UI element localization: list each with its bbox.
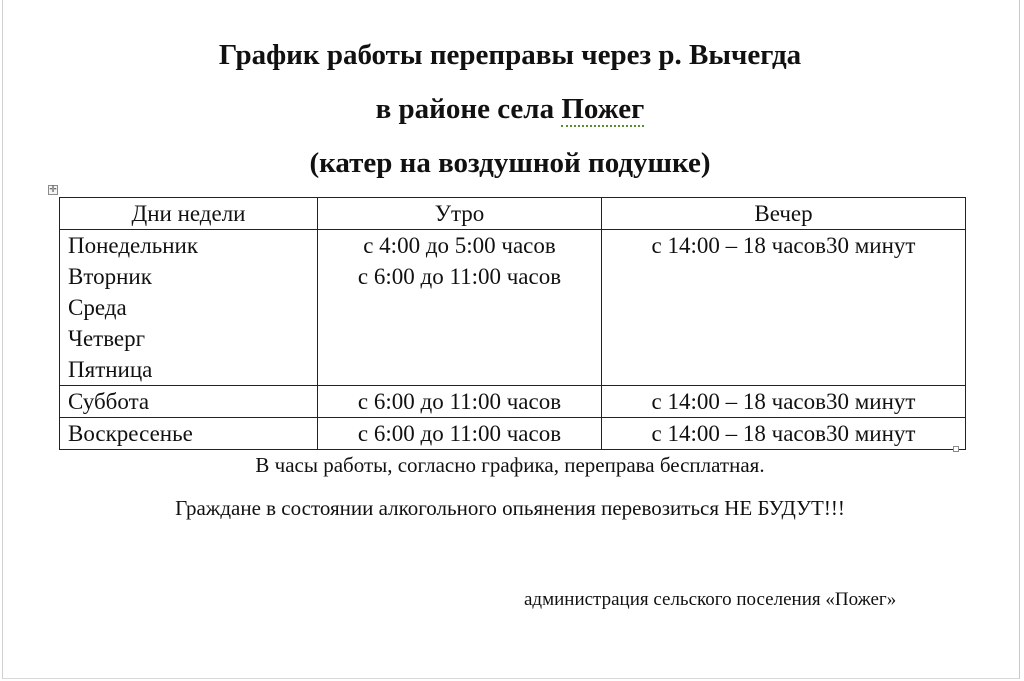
table-row-saturday xyxy=(60,386,966,418)
title-line-1: График работы переправы через р. Вычегда xyxy=(218,39,802,71)
free-crossing-note: В часы работы, согласно графика, переправа бесплатная. xyxy=(255,453,765,477)
weekdays-evening: с 14:00 – 18 часов30 минут xyxy=(651,233,916,258)
day-thursday: Четверг xyxy=(68,326,146,351)
sunday-evening: с 14:00 – 18 часов30 минут xyxy=(651,421,916,446)
village-name: Пожег xyxy=(561,93,645,125)
schedule-table xyxy=(59,197,966,450)
move-cross-icon[interactable]: ✛ xyxy=(49,185,57,195)
header-days: Дни недели xyxy=(60,198,318,230)
table-row-sunday xyxy=(60,418,966,450)
day-saturday: Суббота xyxy=(68,389,150,414)
title-line-3: (катер на воздушной подушке) xyxy=(309,147,711,179)
sunday-morning-cell xyxy=(318,418,602,450)
weekdays-morning-2: с 6:00 до 11:00 часов xyxy=(357,264,562,289)
weekdays-morning-cell[interactable] xyxy=(318,230,602,386)
header-evening: Вечер xyxy=(602,198,966,230)
sunday-evening-cell xyxy=(602,418,966,450)
saturday-morning-cell xyxy=(318,386,602,418)
table-header-row xyxy=(60,198,966,230)
title-line-2 xyxy=(0,92,1022,126)
saturday-evening: с 14:00 – 18 часов30 минут xyxy=(651,389,916,414)
weekdays-cell xyxy=(60,230,318,386)
day-tuesday: Вторник xyxy=(68,264,152,289)
day-friday: Пятница xyxy=(68,357,153,382)
sunday-morning: с 6:00 до 11:00 часов xyxy=(357,421,562,446)
sunday-day xyxy=(60,418,318,450)
saturday-day xyxy=(60,386,318,418)
alcohol-warning: Граждане в состоянии алкогольного опьянения перевозиться НЕ БУДУТ!!! xyxy=(175,496,845,520)
weekdays-morning-1: с 4:00 до 5:00 часов xyxy=(363,233,556,258)
day-monday: Понедельник xyxy=(68,233,198,258)
day-sunday: Воскресенье xyxy=(68,421,193,446)
header-morning: Утро xyxy=(318,198,602,230)
signature: администрация сельского поселения «Пожег» xyxy=(524,589,897,610)
title-line-2-prefix: в районе села xyxy=(375,93,562,125)
weekdays-evening-cell xyxy=(602,230,966,386)
saturday-evening-cell xyxy=(602,386,966,418)
table-row-weekdays xyxy=(60,230,966,386)
day-wednesday: Среда xyxy=(68,295,127,320)
saturday-morning: с 6:00 до 11:00 часов xyxy=(357,389,562,414)
